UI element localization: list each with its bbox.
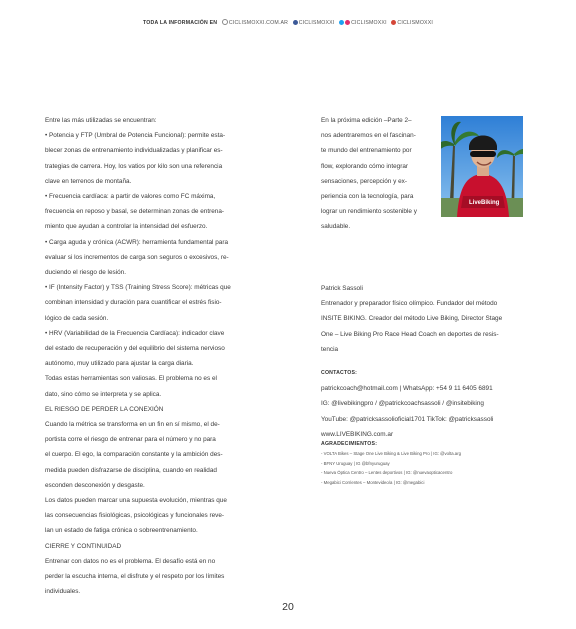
body-text-line: Cuando la métrica se transforma en un fin en sí mismo, el de- — [45, 421, 220, 429]
instagram-icon — [345, 20, 350, 25]
body-text-line: EL RIESGO DE PERDER LA CONEXIÓN — [45, 405, 164, 413]
body-text-line: lograr un rendimiento sostenible y — [321, 208, 417, 216]
body-text-line: sensaciones, percepción y ex- — [321, 177, 407, 185]
author-bio-line: One – Live Biking Pro Race Head Coach en deportes de resis- — [321, 330, 499, 338]
body-text-line: blecer zonas de entrenamiento individualizadas y planificar es- — [45, 147, 223, 155]
body-text-line: CIERRE Y CONTINUIDAD — [45, 542, 122, 550]
contact-line[interactable]: patrickcoach@hotmail.com | WhatsApp: +54 9 11 6405 6891 — [321, 385, 493, 393]
body-text-line: dato, sino cómo se interpreta y se aplica. — [45, 390, 162, 398]
body-text-line: lan un estado de fatiga crónica o sobreentrenamiento. — [45, 527, 198, 535]
body-text-line: periencia con la tecnología, para — [321, 193, 414, 201]
page-number: 20 — [282, 601, 294, 613]
header-label: TODA LA INFORMACIÓN EN — [142, 20, 218, 26]
body-text-line: nos adentraremos en el fascinan- — [321, 132, 416, 140]
body-text-line: portista corre el riesgo de entrenar para el número y no para — [45, 436, 216, 444]
jersey-text: LiveBiking — [469, 200, 500, 206]
body-text-line: flow, explorando cómo integrar — [321, 162, 409, 170]
contact-line[interactable]: www.LIVEBIKING.com.ar — [321, 430, 394, 438]
body-text-line: lógico de cada sesión. — [45, 314, 109, 322]
thanks-line: - VOLTA Bikes – Stage One Live Biking & Live Biking Pro | IG: @volta.arg — [321, 451, 462, 457]
body-text-line: autónomo, muy utilizado para ajustar la carga diaria. — [45, 360, 194, 368]
body-text-line: Entre las más utilizadas se encuentran: — [45, 117, 157, 124]
header-twitter-instagram[interactable]: CICLISMOXXI — [351, 20, 387, 26]
thanks-line: - Megabici Corrientes – Montevideo/a | IG: @megabici — [321, 479, 425, 485]
body-text-line: • HRV (Variabilidad de la Frecuencia Cardíaca): indicador clave — [45, 329, 225, 337]
body-text-line: En la próxima edición –Parte 2– — [321, 117, 412, 124]
body-text-line: clave en terrenos de montaña. — [45, 177, 132, 185]
author-photo — [441, 116, 523, 217]
contacts-block — [321, 366, 493, 442]
header-email[interactable]: CICLISMOXXI — [397, 20, 434, 26]
body-text-line: perder la escucha interna, el disfrute y el respeto por los límites — [45, 573, 225, 581]
contact-line[interactable]: IG: @livebikingpro / @patrickcoachsassoli / @insitebiking — [321, 400, 484, 408]
author-bio — [321, 296, 502, 357]
body-text-line: • Potencia y FTP (Umbral de Potencia Funcional): permite esta- — [45, 132, 226, 140]
contacts-list — [321, 381, 493, 442]
contacts-heading: CONTACTOS: — [321, 370, 358, 376]
body-text-line: frecuencia en reposo y basal, se determinan zonas de entrena- — [45, 208, 225, 216]
body-text-line: trategias de carrera. Hoy, los vatios por kilo son una referencia — [45, 162, 223, 170]
body-text-line: las consecuencias fisiológicas, psicológicas y funcionales reve- — [45, 512, 225, 520]
body-text-line: Todas estas herramientas son valiosas. El problema no es el — [45, 375, 217, 383]
author-bio-line: tencia — [321, 345, 339, 353]
body-text-line: Entrenar con datos no es el problema. El desafío está en no — [45, 557, 216, 565]
body-text-line: duciendo el riesgo de lesión. — [45, 269, 127, 277]
body-text-line: del estado de recuperación y del equilibrio del sistema nervioso — [45, 345, 225, 353]
web-icon — [222, 19, 228, 25]
facebook-icon — [293, 20, 298, 25]
body-text-line: evaluar si los incrementos de carga son seguros o excesivos, re- — [45, 253, 229, 261]
body-text-line: miento que ayudan a controlar la intensidad del esfuerzo. — [45, 223, 208, 231]
body-text-line: esconden desconexión y desgaste. — [45, 481, 145, 489]
author-name: Patrick Sassoli — [321, 285, 363, 292]
body-text-line: • IF (Intensity Factor) y TSS (Training Stress Score): métricas que — [45, 284, 231, 292]
header-facebook[interactable]: CICLISMOXXI — [298, 20, 335, 26]
left-column-text — [45, 113, 280, 600]
body-text-line: medida pueden disfrazarse de disciplina, cuando en realidad — [45, 466, 217, 474]
contact-line[interactable]: YouTube: @patricksassolioficial1701 TikTok: @patricksassoli — [321, 415, 494, 423]
body-text-line: saludable. — [321, 223, 351, 231]
author-bio-line: Entrenador y preparador físico olímpico. Fundador del método — [321, 300, 498, 308]
body-text-line: • Carga aguda y crónica (ACWR): herramienta fundamental para — [45, 238, 229, 246]
body-text-line: • Frecuencia cardíaca: a partir de valores como FC máxima, — [45, 193, 216, 201]
body-text-line: individuales. — [45, 588, 81, 596]
twitter-icon — [339, 20, 344, 25]
body-text-line: combinan intensidad y duración para cuantificar el estrés fisio- — [45, 299, 222, 307]
header-web[interactable]: CICLISMOXXI.COM.AR — [228, 20, 289, 26]
author-bio-line: INSITE BIKING. Creador del método Live Biking, Director Stage — [321, 315, 503, 323]
author-signature — [321, 281, 502, 357]
header-contact-bar — [0, 19, 576, 26]
thanks-line: - Nueva Óptica Centro – Lentes deportivos | IG: @nuevaopticacentro — [321, 470, 453, 476]
thanks-heading: AGRADECIMIENTOS: — [321, 441, 378, 447]
body-text-line: Los datos pueden marcar una supuesta evolución, mientras que — [45, 497, 227, 505]
email-icon — [391, 20, 396, 25]
thanks-list — [321, 449, 461, 487]
thanks-block — [321, 440, 461, 487]
body-text-line: el cuerpo. El ego, la comparación constante y la ambición des- — [45, 451, 223, 459]
thanks-line: - BFNY Uruguay | IG @bfnyuruguay — [321, 460, 390, 466]
body-text-line: te mundo del entrenamiento por — [321, 147, 412, 155]
